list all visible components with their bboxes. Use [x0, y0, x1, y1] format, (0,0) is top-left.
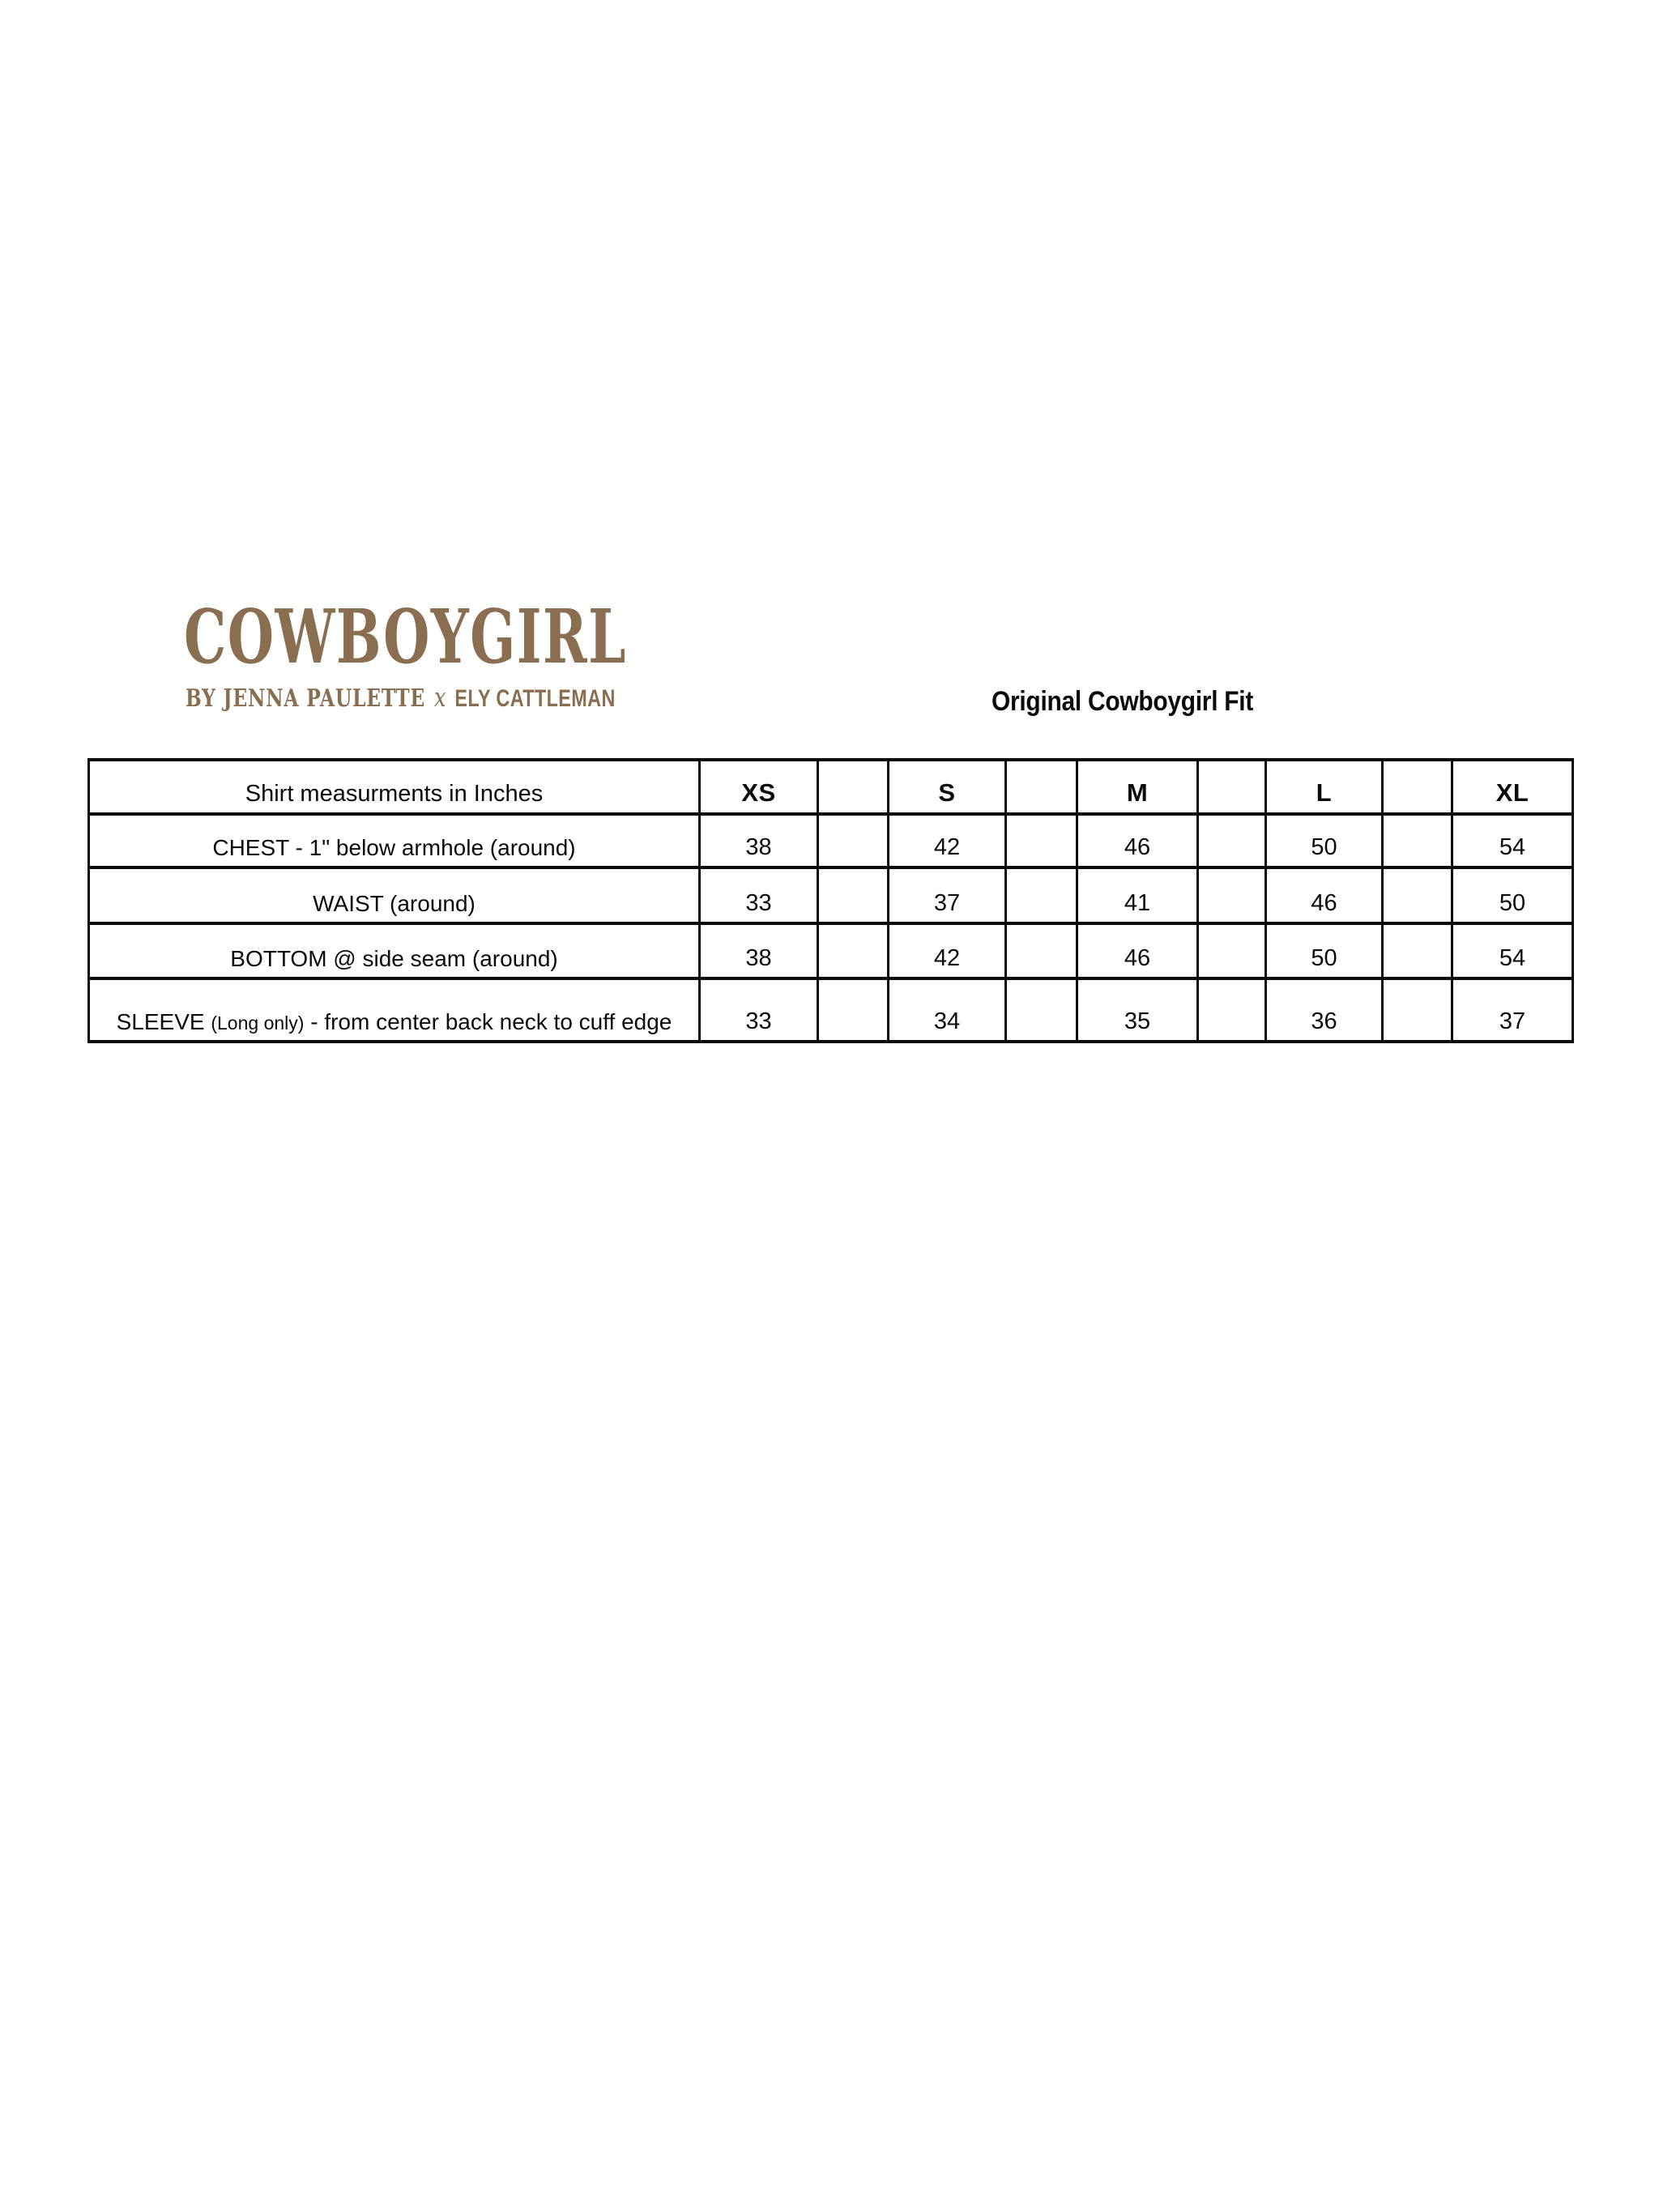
waist-value-s: 37 — [889, 867, 1006, 923]
sleeve-value-xl: 37 — [1452, 978, 1573, 1042]
chest-value-xs: 38 — [700, 814, 818, 867]
bottom-value-m: 46 — [1077, 923, 1198, 978]
spacer-cell — [818, 867, 889, 923]
size-chart-table — [87, 758, 1574, 1043]
sleeve-value-s: 34 — [889, 978, 1006, 1042]
chest-value-s: 42 — [889, 814, 1006, 867]
spacer-cell — [1198, 814, 1266, 867]
spacer-cell — [1383, 760, 1452, 814]
sleeve-value-m: 35 — [1077, 978, 1198, 1042]
size-header-m: M — [1077, 760, 1198, 814]
row-label-sleeve — [89, 978, 700, 1042]
brand-logo — [184, 593, 804, 680]
brand-byline — [186, 681, 616, 713]
row-label-waist: WAIST (around) — [89, 867, 700, 923]
spacer-cell — [1006, 923, 1077, 978]
size-header-l: L — [1266, 760, 1383, 814]
size-header-xs: XS — [700, 760, 818, 814]
sleeve-value-xs: 33 — [700, 978, 818, 1042]
waist-value-xl: 50 — [1452, 867, 1573, 923]
spacer-cell — [1006, 978, 1077, 1042]
fit-title: Original Cowboygirl Fit — [992, 686, 1254, 717]
bottom-value-xs: 38 — [700, 923, 818, 978]
spacer-cell — [1198, 923, 1266, 978]
spacer-cell — [818, 760, 889, 814]
spacer-cell — [1198, 978, 1266, 1042]
waist-value-l: 46 — [1266, 867, 1383, 923]
byline-suffix: ELY CATTLEMAN — [454, 685, 616, 712]
spacer-cell — [818, 923, 889, 978]
table-row-bottom — [89, 923, 1573, 978]
sleeve-label-main: SLEEVE — [116, 1009, 205, 1034]
spacer-cell — [1383, 978, 1452, 1042]
byline-prefix: BY JENNA PAULETTE — [186, 684, 426, 713]
table-header-row — [89, 760, 1573, 814]
spacer-cell — [1383, 814, 1452, 867]
bottom-value-l: 50 — [1266, 923, 1383, 978]
row-label-chest: CHEST - 1" below armhole (around) — [89, 814, 700, 867]
spacer-cell — [818, 814, 889, 867]
chest-value-l: 50 — [1266, 814, 1383, 867]
waist-value-m: 41 — [1077, 867, 1198, 923]
chest-value-m: 46 — [1077, 814, 1198, 867]
size-header-xl: XL — [1452, 760, 1573, 814]
spacer-cell — [818, 978, 889, 1042]
size-header-s: S — [889, 760, 1006, 814]
table-row-chest — [89, 814, 1573, 867]
spacer-cell — [1006, 760, 1077, 814]
sleeve-value-l: 36 — [1266, 978, 1383, 1042]
table-row-waist — [89, 867, 1573, 923]
spacer-cell — [1198, 760, 1266, 814]
spacer-cell — [1383, 923, 1452, 978]
spacer-cell — [1198, 867, 1266, 923]
table-row-sleeve — [89, 978, 1573, 1042]
collab-x-mark: x — [433, 681, 446, 713]
waist-value-xs: 33 — [700, 867, 818, 923]
chest-value-xl: 54 — [1452, 814, 1573, 867]
spacer-cell — [1006, 867, 1077, 923]
sleeve-label-note: (Long only) — [211, 1012, 305, 1034]
spacer-cell — [1383, 867, 1452, 923]
bottom-value-xl: 54 — [1452, 923, 1573, 978]
corner-header-cell: Shirt measurments in Inches — [89, 760, 700, 814]
sleeve-label-rest: - from center back neck to cuff edge — [310, 1009, 672, 1034]
row-label-bottom: BOTTOM @ side seam (around) — [89, 923, 700, 978]
spacer-cell — [1006, 814, 1077, 867]
brand-logo-text: COWBOYGIRL — [184, 593, 627, 680]
bottom-value-s: 42 — [889, 923, 1006, 978]
